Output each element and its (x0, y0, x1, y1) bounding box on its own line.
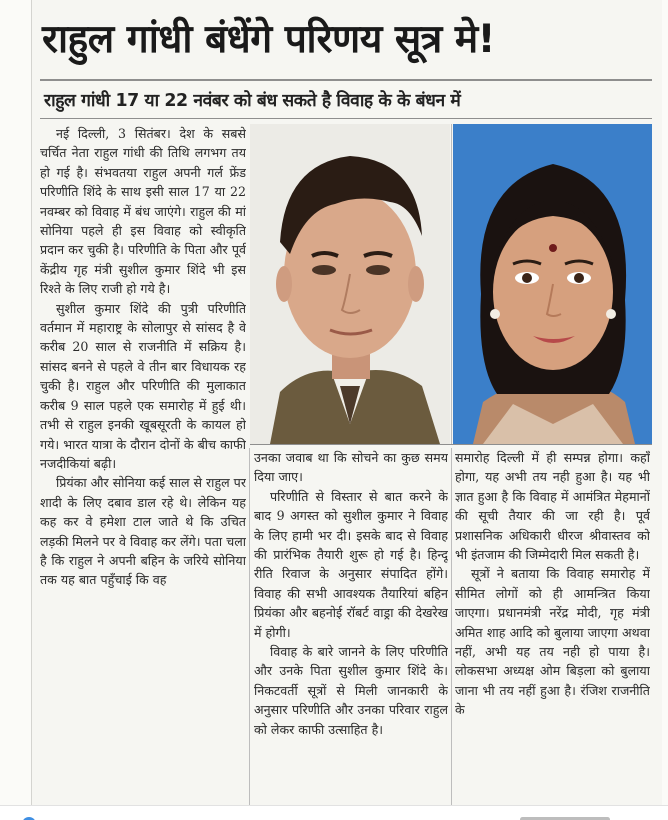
article-column-3 (455, 448, 650, 805)
column-divider-2 (451, 448, 452, 805)
article-column-1 (40, 124, 246, 805)
paragraph: प्रियंका और सोनिया कई साल से राहुल पर शादी के लिए दबाव डाल रहे थे। लेकिन यह कह कर वे हमेशा टाल जाते थे कि उचित लड़की मिलने पर वे विवाह कर लेंगे। पता चला है कि राहुल ने अपनी बहिन के जरिये सोनिया तक यह बात पहुँचाई कि वह (40, 475, 246, 588)
woman-portrait-photo (453, 124, 652, 444)
column-divider-1 (249, 448, 250, 805)
man-portrait-photo (250, 124, 450, 444)
paragraph: सुशील कुमार शिंदे की पुत्री परिणीति वर्तमान में महाराष्ट्र के सोलापुर से सांसद है वे करीब 20 साल से राजनीति में सक्रिय है। सांसद बनने से पहले वे तीन बार विधायक रह चुकी है। राहुल और परिणीति की मुलाकात करीब 9 साल पहले एक समारोह में हुई थी। तभी से राहुल इनकी खूबसूरती के कायल हो गये। भारत यात्रा के दौरान दोनों के बीच काफी नजदीकियां बढ़ी। (40, 300, 246, 471)
paragraph: विवाह के बारे जानने के लिए परिणीति और उनके पिता सुशील कुमार शिंदे के। निकटवर्ती सूत्रों से मिली जानकारी के अनुसार परिणीति और उनका परिवार राहुल को लेकर काफी उत्साहित है। (254, 644, 448, 737)
paragraph: नई दिल्ली, 3 सितंबर। देश के सबसे चर्चित नेता राहुल गांधी की तिथि लगभग तय हो गई है। संभवतया राहुल अपनी गर्ल फ्रेंड परिणीति शिंदे के साथ इसी साल 17 या 22 नवम्बर को विवाह में बंध जाएंगे। राहुल की मां सोनिया पहले ही इस विवाह को स्वीकृति प्रदान कर चुकी है। परिणीति के पिता और पूर्व केंद्रीय गृह मंत्री सुशील कुमार शिंदे भी इस रिश्ते के लिए राजी हो गये है। (40, 126, 246, 297)
photo-bottom-divider (250, 444, 652, 445)
paragraph: उनका जवाब था कि सोचने का कुछ समय दिया जाए। (254, 450, 448, 485)
subheadline-divider (40, 118, 652, 119)
paragraph: समारोह दिल्ली में ही सम्पन्न होगा। कहाँ होगा, यह अभी तय नही हुआ है। यह भी ज्ञात हुआ है कि विवाह में आमंत्रित मेहमानों की सूची तैयार की जा रही है। पूर्व प्रशासनिक अधिकारी धीरज श्रीवास्तव को भी इंतजाम की जिम्मेदारी मिल सकती है। (455, 450, 650, 563)
article-headline: राहुल गांधी बंधेंगे परिणय सूत्र मे! (42, 17, 495, 62)
paragraph: परिणीति से विस्तार से बात करने के बाद 9 अगस्त को सुशील कुमार ने विवाह के लिए हामी भर दी। इसके बाद से विवाह की प्रारंभिक तैयारी शुरू हो गई है। हिन्दू रीति रिवाज के अनुसार संपादित होंगे। विवाह की सभी आवश्यक तैयारियां बहिन प्रियंका और बहनोई रॉबर्ट वाड्रा की देखरेख में होगी। (254, 488, 448, 640)
article-subheadline: राहुल गांधी 17 या 22 नवंबर को बंध सकते है विवाह के के बंधन में (44, 91, 461, 111)
article-column-2 (254, 448, 448, 805)
headline-divider (40, 79, 652, 81)
photo-divider (451, 124, 452, 444)
paragraph: सूत्रों ने बताया कि विवाह समारोह में सीमित लोगों को ही आमन्त्रित किया जाएगा। प्रधानमंत्री नरेंद्र मोदी, गृह मंत्री अमित शाह आदि को बुलाया जाएगा अथवा नहीं, अभी यह तय नही हो पाया है। लोकसभा अध्यक्ष ओम बिड़ला को बुलाया जाना भी तय नहीं हुआ है। रंजिश राजनीति के (455, 566, 650, 718)
